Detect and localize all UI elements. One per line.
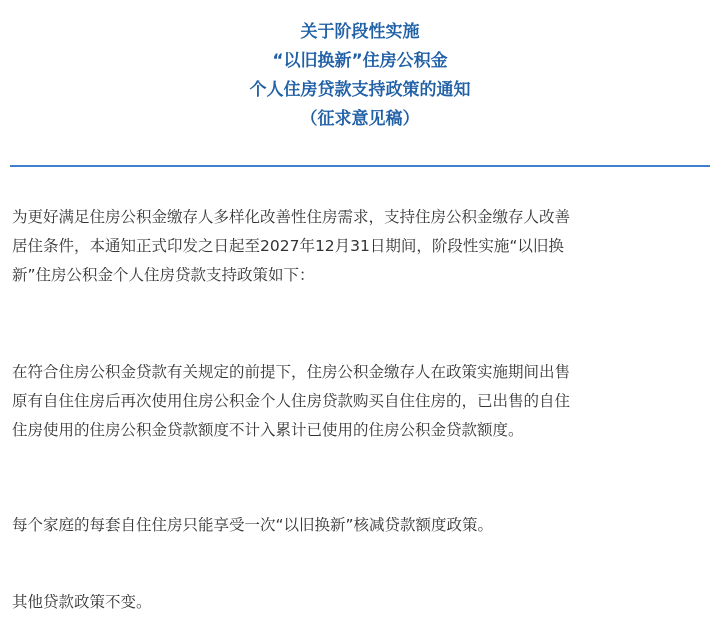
paragraph-line: 为更好满足住房公积金缴存人多样化改善性住房需求，支持住房公积金缴存人改善 bbox=[12, 208, 571, 226]
title-divider bbox=[10, 165, 710, 167]
paragraph-line: 每个家庭的每套自住住房只能享受一次“以旧换新”核减贷款额度政策。 bbox=[12, 516, 494, 534]
title-line-1: 关于阶段性实施 bbox=[300, 22, 420, 42]
paragraph-line: 居住条件，本通知正式印发之日起至2027年12月31日期间，阶段性实施“以旧换 bbox=[12, 237, 564, 255]
paragraph-line: 其他贷款政策不变。 bbox=[12, 593, 152, 611]
document-title bbox=[0, 18, 720, 134]
title-line-4: （征求意见稿） bbox=[300, 109, 420, 129]
paragraph-line: 原有自住住房后再次使用住房公积金个人住房贷款购买自住住房的，已出售的自住 bbox=[12, 392, 571, 410]
title-line-3: 个人住房贷款支持政策的通知 bbox=[249, 80, 471, 100]
paragraph-line: 新”住房公积金个人住房贷款支持政策如下： bbox=[12, 266, 315, 284]
paragraph-line: 住房使用的住房公积金贷款额度不计入累计已使用的住房公积金贷款额度。 bbox=[12, 421, 524, 439]
paragraph-other bbox=[12, 588, 712, 617]
paragraph-policy bbox=[12, 358, 712, 445]
paragraph-intro bbox=[12, 203, 712, 290]
title-line-2: “以旧换新”住房公积金 bbox=[272, 51, 448, 71]
paragraph-line: 在符合住房公积金贷款有关规定的前提下，住房公积金缴存人在政策实施期间出售 bbox=[12, 363, 571, 381]
paragraph-limit bbox=[12, 511, 712, 540]
